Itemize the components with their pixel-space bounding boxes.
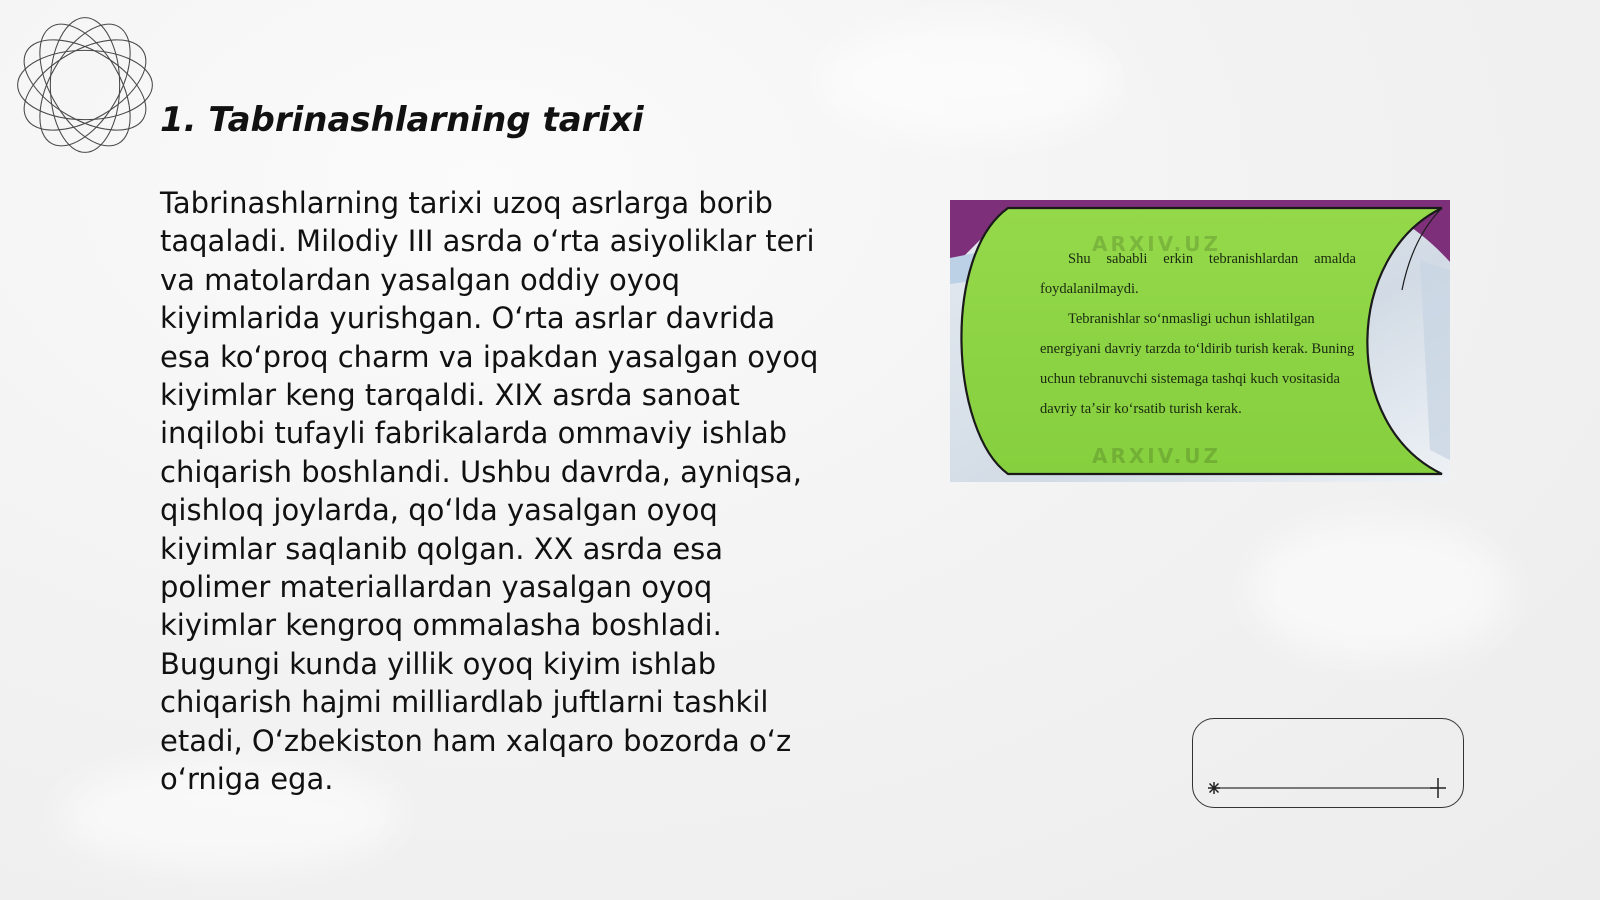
- body-line: Tabrinashlarning tarixi uzoq asrlarga borib: [160, 186, 773, 220]
- spirograph-icon: [8, 8, 162, 162]
- watermark-text: ARXIV.UZ: [1092, 232, 1221, 256]
- background-texture: [820, 20, 1120, 140]
- body-line: chiqarish boshlandi. Ushbu davrda, ayniqsa,: [160, 454, 802, 489]
- body-line: Bugungi kunda yillik oyoq kiyim ishlab: [160, 646, 717, 681]
- slide-title: 1. Tabrinashlarning tarixi: [160, 100, 644, 140]
- scroll-text: [1040, 244, 1356, 424]
- body-line: kiyimlar saqlanib qolgan. XX asrda esa: [160, 531, 724, 566]
- body-line: taqaladi. Milodiy III asrda oʻrta asiyoliklar teri: [160, 224, 815, 259]
- body-line: kiyimlarida yurishgan. Oʻrta asrlar davrida: [160, 301, 776, 336]
- slide-body: [160, 184, 850, 799]
- watermark-text: ARXIV.UZ: [1092, 444, 1221, 468]
- body-line: esa koʻproq charm va ipakdan yasalgan oyoq: [160, 339, 819, 374]
- body-line: polimer materiallardan yasalgan oyoq: [160, 570, 713, 605]
- sparkle-icon: [1208, 782, 1220, 794]
- timeline-graphic: [1192, 718, 1464, 808]
- cross-icon: [1430, 778, 1446, 798]
- body-line: inqilobi tufayli fabrikalarda ommaviy ishlab: [160, 416, 788, 451]
- body-line: va matolardan yasalgan oddiy oyoq: [160, 262, 681, 297]
- body-line: chiqarish hajmi milliardlab juftlarni tashkil: [160, 685, 769, 720]
- body-line: etadi, Oʻzbekiston ham xalqaro bozorda oʻz: [160, 723, 792, 758]
- body-line: qishloq joylarda, qoʻlda yasalgan oyoq: [160, 493, 718, 528]
- body-line: oʻrniga ega.: [160, 762, 334, 797]
- scroll-paragraph: Shu sababli erkin tebranishlardan amalda foydalanilmaydi.: [1040, 251, 1356, 297]
- scroll-paragraph: Tebranishlar soʻnmasligi uchun ishlatilgan energiyani davriy tarzda toʻldirib turish kerak. Buning uchun tebranuvchi sistemaga tashqi kuch vositasida davriy taʼsir koʻrsatib turish kerak.: [1040, 311, 1355, 417]
- background-texture: [1250, 520, 1510, 660]
- body-line: kiyimlar kengroq ommalasha boshladi.: [160, 608, 722, 643]
- body-line: kiyimlar keng tarqaldi. XIX asrda sanoat: [160, 378, 740, 413]
